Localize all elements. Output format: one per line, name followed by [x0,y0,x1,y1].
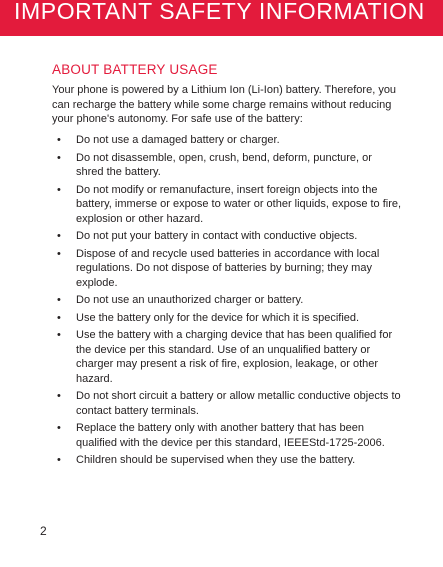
list-item-text: Do not disassemble, open, crush, bend, deform, puncture, or shred the battery. [76,151,372,178]
bullet-icon: • [57,311,61,324]
bullet-icon: • [57,390,61,402]
list-item [52,229,402,244]
bullet-icon: • [57,247,61,260]
list-item [52,133,402,148]
safety-bullet-list [52,133,402,471]
header-bar [0,0,443,36]
list-item-text: Dispose of and recycle used batteries in accordance with local regulations. Do not dispose of batteries by burning; they may explode. [76,247,380,289]
section-title: ABOUT BATTERY USAGE [52,62,218,77]
list-item [52,328,402,386]
list-item-text: Use the battery with a charging device that has been qualified for the device per this standard. Use of an unqualified battery or charger may present a risk of fire, explosion, leakage, or other hazard. [76,329,393,385]
list-item [52,311,402,326]
bullet-icon: • [57,294,61,306]
list-item-text: Do not modify or remanufacture, insert foreign objects into the battery, immerse or expose to water or other liquids, expose to fire, explosion or other hazard. [76,183,402,225]
list-item-text: Do not use an unauthorized charger or battery. [76,294,304,306]
bullet-icon: • [57,329,61,341]
list-item-text: Use the battery only for the device for which it is specified. [76,311,360,324]
bullet-icon: • [57,230,61,242]
list-item-text: Replace the battery only with another battery that has been qualified with the device per this standard, IEEEStd-1725-2006. [76,422,385,449]
bullet-icon: • [57,183,61,196]
page-number: 2 [40,524,47,538]
list-item-text: Do not put your battery in contact with conductive objects. [76,230,358,242]
list-item-text: Do not short circuit a battery or allow metallic conductive objects to contact battery terminals. [76,390,401,417]
list-item-text: Children should be supervised when they use the battery. [76,454,356,466]
bullet-icon: • [57,422,61,434]
list-item [52,151,402,180]
page-title: IMPORTANT SAFETY INFORMATION [14,0,425,24]
list-item-text: Do not use a damaged battery or charger. [76,134,280,146]
list-item [52,247,402,291]
intro-paragraph: Your phone is powered by a Lithium Ion (Li-Ion) battery. Therefore, you can recharge the battery while some charge remains without reducing your phone's autonomy. For safe use of the battery: [52,84,397,125]
bullet-icon: • [57,151,61,164]
bullet-icon: • [57,454,61,466]
list-item [52,453,402,468]
list-item [52,293,402,308]
list-item [52,389,402,418]
list-item [52,421,402,450]
bullet-icon: • [57,134,61,146]
list-item [52,183,402,227]
